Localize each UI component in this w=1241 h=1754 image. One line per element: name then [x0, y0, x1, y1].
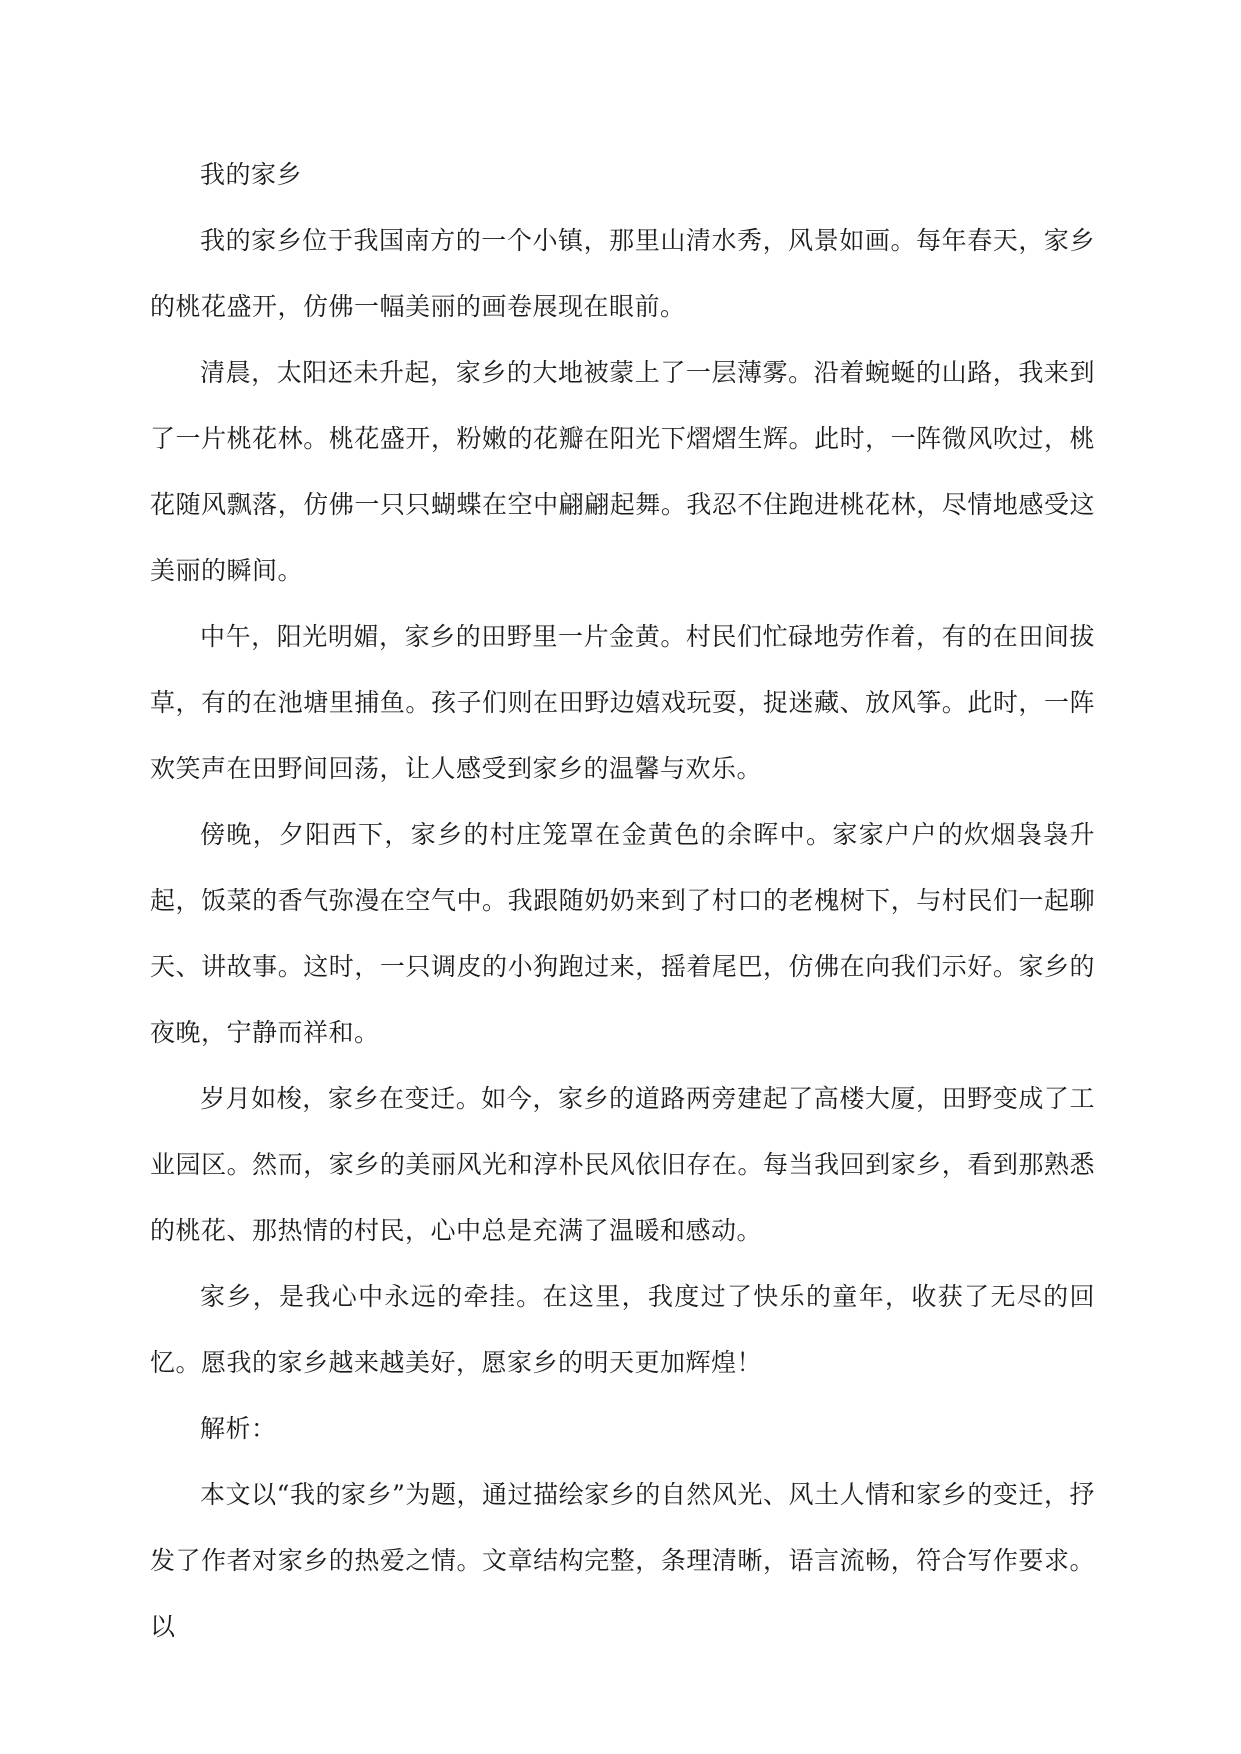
paragraph-noon: 中午，阳光明媚，家乡的田野里一片金黄。村民们忙碌地劳作着，有的在田间拔草，有的在池塘里捕鱼。孩子们则在田野边嬉戏玩耍，捉迷藏、放风筝。此时，一阵欢笑声在田野间回荡，让人感受到家乡的温馨与欢乐。: [150, 622, 1095, 783]
analysis-heading: 解析：: [200, 1414, 277, 1443]
essay-title: 我的家乡: [200, 160, 303, 189]
paragraph-morning: 清晨，太阳还未升起，家乡的大地被蒙上了一层薄雾。沿着蜿蜒的山路，我来到了一片桃花林。桃花盛开，粉嫩的花瓣在阳光下熠熠生辉。此时，一阵微风吹过，桃花随风飘落，仿佛一只只蝴蝶在空中翩翩起舞。我忍不住跑进桃花林，尽情地感受这美丽的瞬间。: [150, 358, 1095, 585]
analysis-paragraph: 本文以“我的家乡”为题，通过描绘家乡的自然风光、风土人情和家乡的变迁，抒发了作者对家乡的热爱之情。文章结构完整，条理清晰，语言流畅，符合写作要求。以: [150, 1480, 1095, 1641]
paragraph-evening: 傍晚，夕阳西下，家乡的村庄笼罩在金黄色的余晖中。家家户户的炊烟袅袅升起，饭菜的香气弥漫在空气中。我跟随奶奶来到了村口的老槐树下，与村民们一起聊天、讲故事。这时，一只调皮的小狗跑过来，摇着尾巴，仿佛在向我们示好。家乡的夜晚，宁静而祥和。: [150, 820, 1095, 1047]
paragraph-changes: 岁月如梭，家乡在变迁。如今，家乡的道路两旁建起了高楼大厦，田野变成了工业园区。然而，家乡的美丽风光和淳朴民风依旧存在。每当我回到家乡，看到那熟悉的桃花、那热情的村民，心中总是充满了温暖和感动。: [150, 1084, 1095, 1245]
paragraph-conclusion: 家乡，是我心中永远的牵挂。在这里，我度过了快乐的童年，收获了无尽的回忆。愿我的家乡越来越美好，愿家乡的明天更加辉煌！: [150, 1282, 1095, 1377]
paragraph-intro: 我的家乡位于我国南方的一个小镇，那里山清水秀，风景如画。每年春天，家乡的桃花盛开，仿佛一幅美丽的画卷展现在眼前。: [150, 226, 1095, 321]
document-body: [150, 142, 1095, 1660]
